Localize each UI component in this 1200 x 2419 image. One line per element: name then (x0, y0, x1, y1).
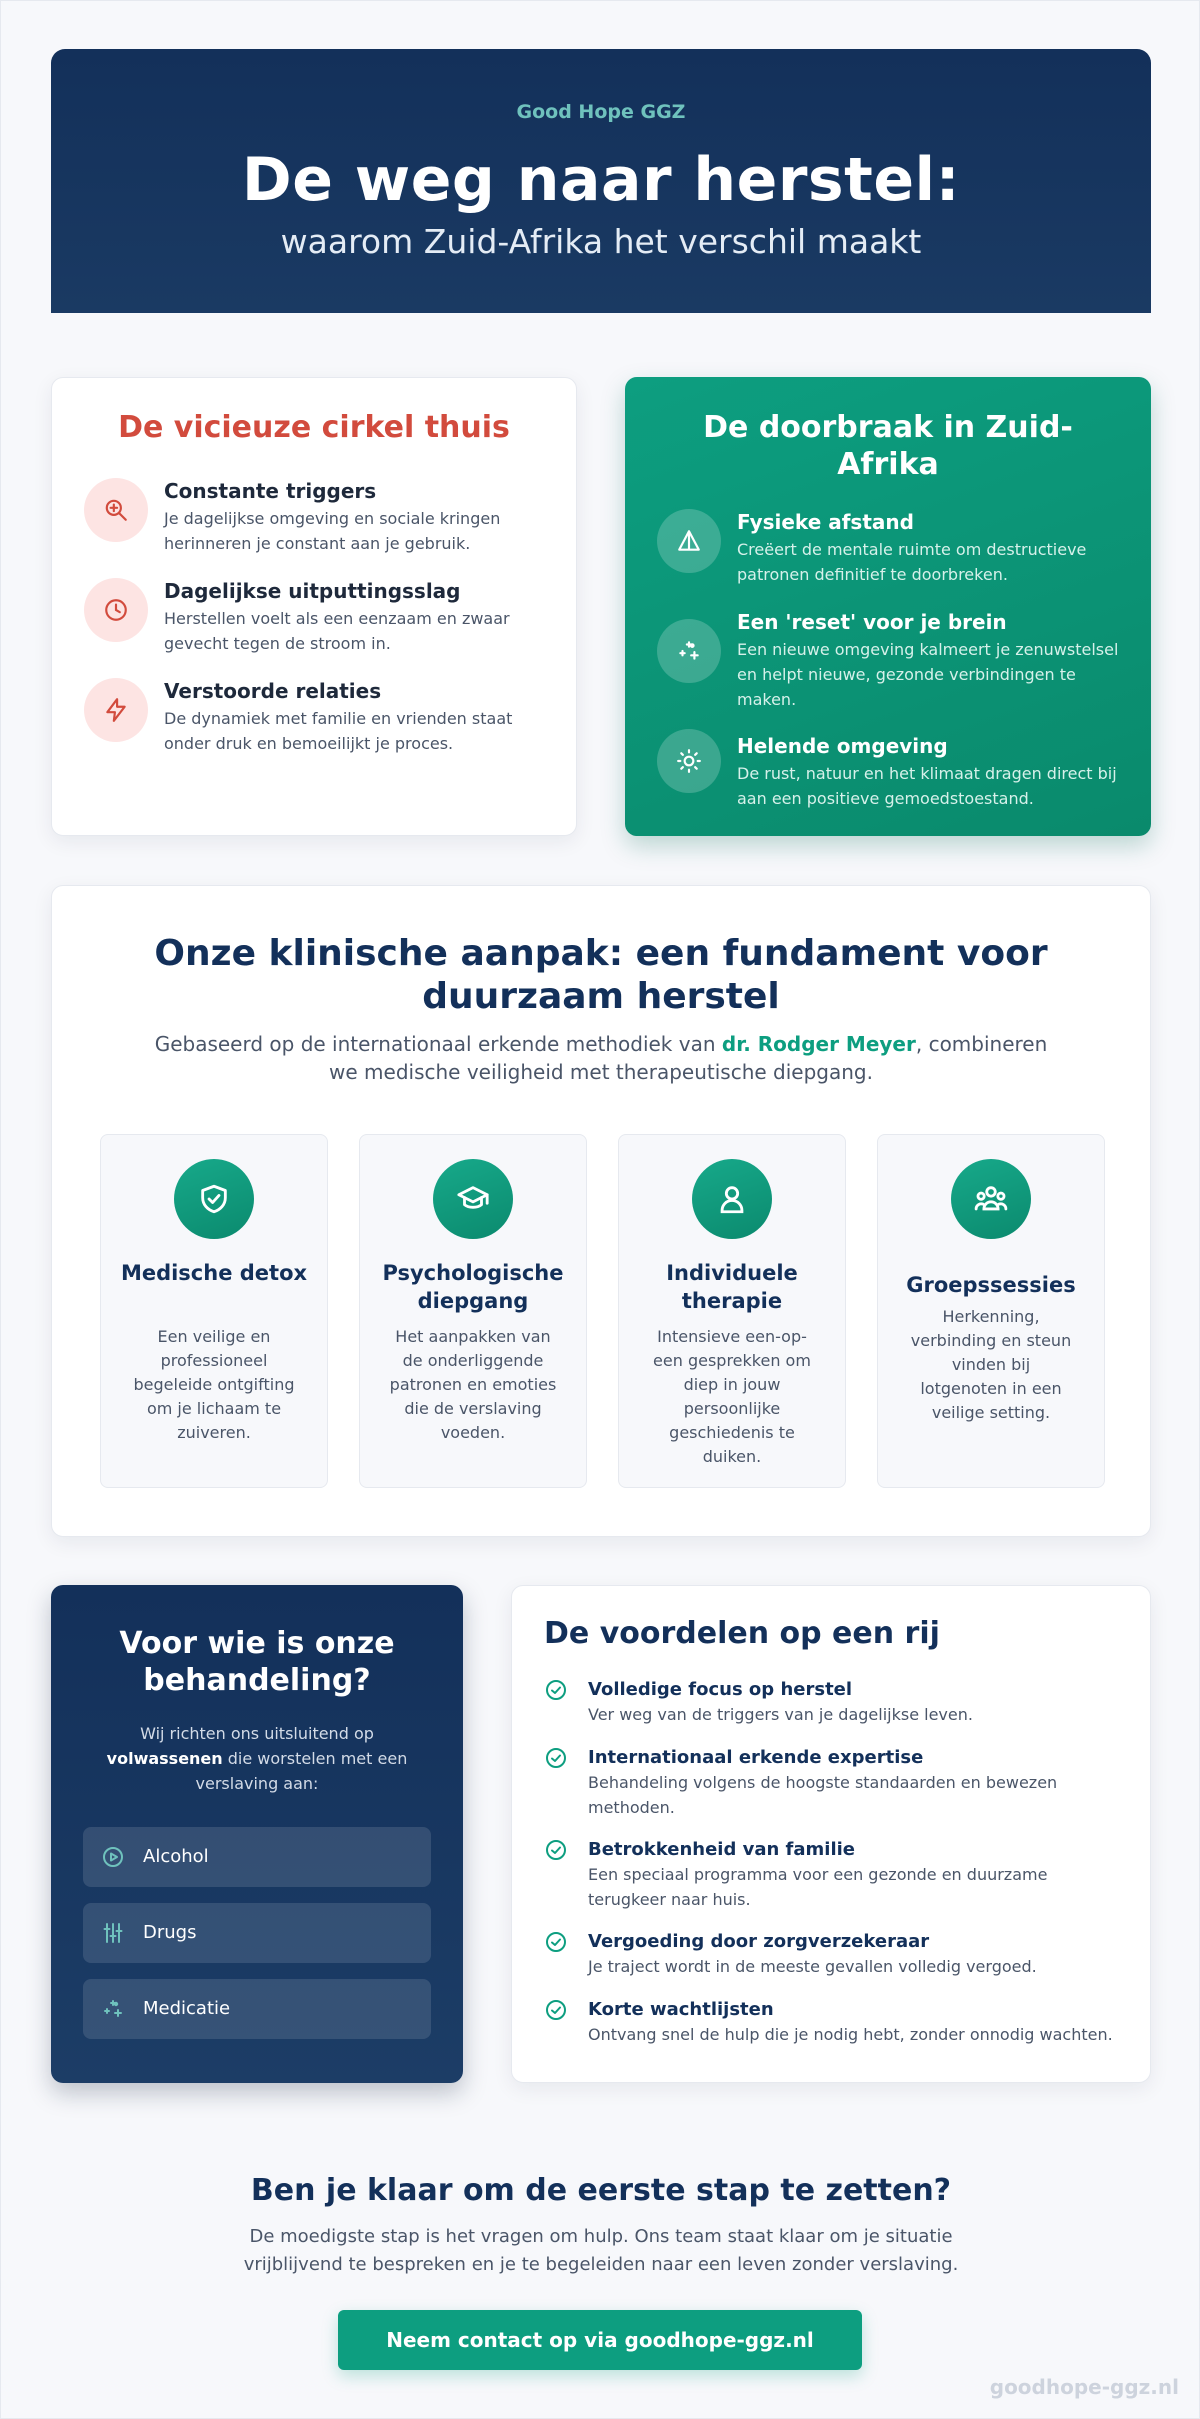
addiction-type-medication (83, 1979, 431, 2039)
pillar-medical-detox (100, 1134, 328, 1488)
breakthrough-item-desc: Een nieuwe omgeving kalmeert je zenuwstelsel en helpt nieuwe, gezonde verbindingen te maken. (737, 640, 1119, 709)
cta-title: Ben je klaar om de eerste stap te zetten? (250, 2173, 952, 2208)
pillar-title: Groepssessies (906, 1273, 1076, 1297)
benefit-title: Internationaal erkende expertise (588, 1747, 924, 1768)
benefit-item (544, 1930, 1120, 1979)
play-circle-icon (101, 1845, 125, 1869)
cta-text: De moedigste stap is het vragen om hulp. Ons team staat klaar om je situatie vrijblijvend te bespreken en je te begeleiden naar een leven zonder verslaving. (243, 2226, 959, 2275)
vicious-item-desc: Herstellen voelt als een eenzaam en zwaar gevecht tegen de stroom in. (164, 609, 510, 653)
sun-icon (657, 729, 721, 793)
vicious-item-title: Verstoorde relaties (164, 679, 382, 703)
sliders-icon (101, 1921, 125, 1945)
benefit-desc: Ver weg van de triggers van je dagelijkse leven. (588, 1705, 973, 1724)
clinical-intro (142, 1030, 1060, 1086)
sparkle-icon (101, 1997, 125, 2021)
group-icon (951, 1159, 1031, 1239)
benefit-desc: Je traject wordt in de meeste gevallen volledig vergoed. (588, 1957, 1037, 1976)
clinical-intro-text: , combineren we medische veiligheid met therapeutische diepgang. (329, 1032, 1048, 1084)
audience-title: Voor wie is onze behandeling? (119, 1626, 395, 1698)
benefit-title: Vergoeding door zorgverzekeraar (588, 1931, 930, 1952)
benefit-desc: Een speciaal programma voor een gezonde en duurzame terugkeer naar huis. (588, 1865, 1048, 1909)
audience-intro-text: die worstelen met een verslaving aan: (195, 1749, 408, 1793)
benefit-desc: Behandeling volgens de hoogste standaarden en bewezen methoden. (588, 1773, 1058, 1817)
benefit-item (544, 1678, 1120, 1727)
breakthrough-item-title: Helende omgeving (737, 734, 948, 758)
breakthrough-card (625, 377, 1151, 836)
check-circle-icon (544, 1838, 568, 1862)
sparkle-icon (657, 619, 721, 683)
audience-highlight: volwassenen (106, 1749, 223, 1768)
graduation-cap-icon (433, 1159, 513, 1239)
addiction-type-label: Alcohol (143, 1846, 209, 1867)
vicious-circle-card (51, 377, 577, 836)
pillar-title: Psychologische diepgang (382, 1261, 564, 1313)
addiction-type-label: Drugs (143, 1922, 197, 1943)
benefits-card (511, 1585, 1151, 2083)
check-circle-icon (544, 1678, 568, 1702)
benefit-item (544, 1838, 1120, 1912)
pillar-title: Individuele therapie (666, 1261, 798, 1313)
benefit-item (544, 1746, 1120, 1820)
audience-intro (101, 1721, 413, 1796)
contact-button[interactable]: Neem contact op via goodhope-ggz.nl (338, 2310, 862, 2370)
vicious-item-title: Constante triggers (164, 479, 377, 503)
addiction-type-alcohol (83, 1827, 431, 1887)
pillar-desc: Intensieve een-op-een gesprekken om diep in jouw persoonlijke geschiedenis te duiken. (653, 1327, 811, 1466)
benefit-item (544, 1998, 1120, 2047)
audience-intro-text: Wij richten ons uitsluitend op (140, 1724, 374, 1743)
vicious-item-title: Dagelijkse uitputtingsslag (164, 579, 461, 603)
footer-url: goodhope-ggz.nl (989, 2375, 1179, 2399)
page-title: De weg naar herstel: (241, 145, 961, 215)
person-icon (692, 1159, 772, 1239)
tent-icon (657, 509, 721, 573)
breakthrough-title: De doorbraak in Zuid-Afrika (703, 410, 1073, 482)
addiction-type-drugs (83, 1903, 431, 1963)
check-circle-icon (544, 1930, 568, 1954)
page-subtitle: waarom Zuid-Afrika het verschil maakt (280, 222, 922, 261)
pillar-individual-therapy (618, 1134, 846, 1488)
pillar-desc: Herkenning, verbinding en steun vinden bij lotgenoten in een veilige setting. (910, 1307, 1072, 1422)
clock-icon (84, 578, 148, 642)
pillar-psychological (359, 1134, 587, 1488)
benefit-title: Volledige focus op herstel (588, 1679, 853, 1700)
doctor-name: dr. Rodger Meyer (721, 1032, 916, 1056)
benefits-title: De voordelen op een rij (544, 1616, 940, 1651)
vicious-circle-title: De vicieuze cirkel thuis (118, 410, 510, 445)
vicious-item-desc: De dynamiek met familie en vrienden staat onder druk en bemoeilijkt je proces. (164, 709, 513, 753)
vicious-item-desc: Je dagelijkse omgeving en sociale kringen herinneren je constant aan je gebruik. (164, 509, 501, 553)
pillar-title: Medische detox (120, 1261, 308, 1285)
check-circle-icon (544, 1746, 568, 1770)
target-audience-card (51, 1585, 463, 2083)
clinical-approach-card (51, 885, 1151, 1537)
hero-banner (51, 49, 1151, 313)
check-circle-icon (544, 1998, 568, 2022)
lightning-icon (84, 678, 148, 742)
breakthrough-item-desc: Creëert de mentale ruimte om destructieve patronen definitief te doorbreken. (737, 540, 1087, 584)
benefit-title: Korte wachtlijsten (588, 1999, 774, 2020)
pillar-group-sessions (877, 1134, 1105, 1488)
breakthrough-item-desc: De rust, natuur en het klimaat dragen direct bij aan een positieve gemoedstoestand. (737, 764, 1117, 808)
clinical-title: Onze klinische aanpak: een fundament voor duurzaam herstel (154, 933, 1048, 1017)
pillar-desc: Het aanpakken van de onderliggende patronen en emoties die de verslaving voeden. (389, 1327, 557, 1442)
breakthrough-item-title: Een 'reset' voor je brein (737, 610, 1007, 634)
benefit-desc: Ontvang snel de hulp die je nodig hebt, zonder onnodig wachten. (588, 2025, 1113, 2044)
addiction-type-label: Medicatie (143, 1998, 231, 2019)
benefit-title: Betrokkenheid van familie (588, 1839, 856, 1860)
clinical-intro-text: Gebaseerd op de internationaal erkende methodiek van (154, 1032, 722, 1056)
breakthrough-item-title: Fysieke afstand (737, 510, 914, 534)
magnifier-plus-icon (84, 478, 148, 542)
brand-name: Good Hope GGZ (516, 101, 686, 123)
pillar-desc: Een veilige en professioneel begeleide ontgifting om je lichaam te zuiveren. (133, 1327, 295, 1442)
shield-check-icon (174, 1159, 254, 1239)
